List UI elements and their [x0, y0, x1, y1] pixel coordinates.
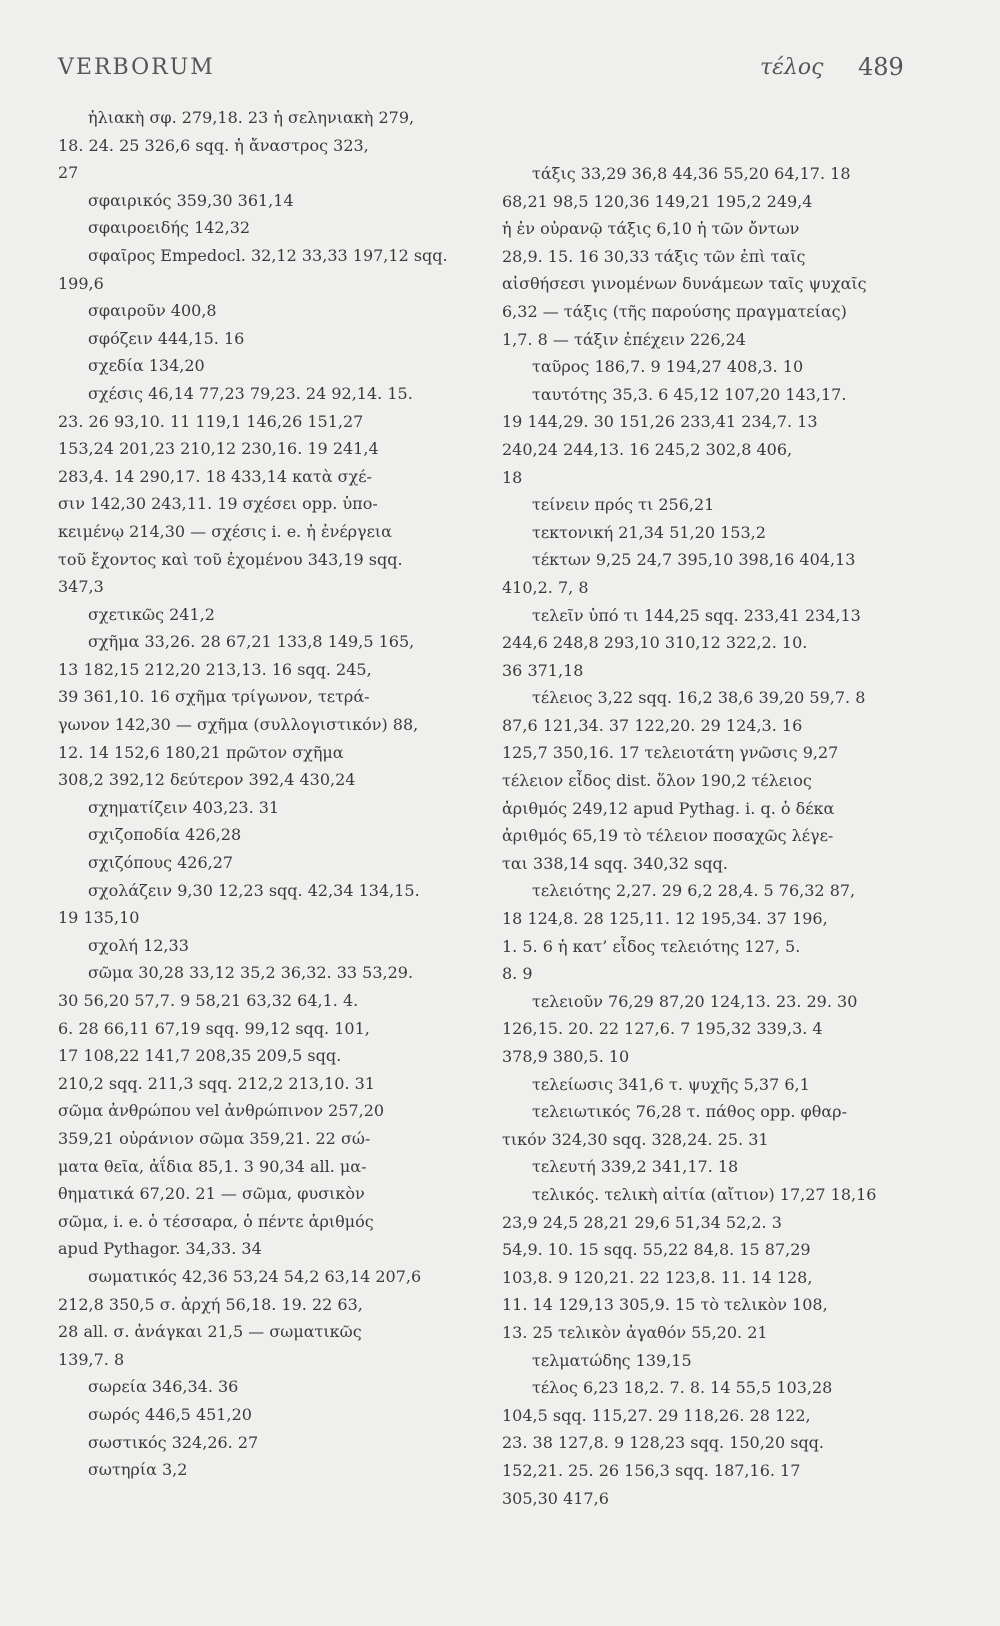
index-entry-line: 104,5 sqq. 115,27. 29 118,26. 28 122, [502, 1405, 811, 1425]
index-entry-line: 152,21. 25. 26 156,3 sqq. 187,16. 17 [502, 1460, 801, 1480]
index-entry-line: 8. 9 [502, 964, 533, 984]
index-entry-line: 28 all. σ. ἀνάγκαι 21,5 — σωματικῶς [58, 1322, 362, 1342]
index-entry-line: 18. 24. 25 326,6 sqq. ἡ ἄναστρος 323, [58, 135, 369, 155]
index-entry [58, 1373, 478, 1401]
index-entry-line: τελείωσις 341,6 τ. ψυχῆς 5,37 6,1 [532, 1074, 810, 1094]
index-entry-line: τελειωτικός 76,28 τ. πάθος opp. φθαρ- [532, 1102, 847, 1122]
index-entry-line: σῶμα ἀνθρώπου vel ἀνθρώπινον 257,20 [58, 1101, 385, 1121]
index-entry-line: 23. 26 93,10. 11 119,1 146,26 151,27 [58, 411, 364, 431]
index-entry [502, 160, 942, 353]
index-entry [58, 794, 478, 822]
running-header-left: VERBORUM [58, 55, 215, 80]
page-number: 489 [858, 53, 904, 81]
index-entry-line: σχηματίζειν 403,23. 31 [88, 797, 280, 817]
index-entry [58, 104, 478, 187]
index-entry-line: σχέσις 46,14 77,23 79,23. 24 92,14. 15. [88, 383, 413, 403]
index-entry [58, 932, 478, 960]
index-entry-line: σχετικῶς 241,2 [88, 604, 215, 624]
index-entry [58, 187, 478, 215]
index-entry-line: αἰσθήσεσι γινομένων δυνάμεων ταῖς ψυχαῖς [502, 274, 867, 294]
index-entry [502, 602, 942, 685]
index-entry [58, 877, 478, 932]
index-entry-line: 347,3 [58, 577, 104, 597]
index-entry-line: 30 56,20 57,7. 9 58,21 63,32 64,1. 4. [58, 991, 359, 1010]
index-entry [502, 1181, 942, 1347]
index-entry [58, 242, 478, 297]
index-entry [58, 325, 478, 353]
index-entry-line: σχιζοποδία 426,28 [88, 825, 242, 845]
index-entry-line: τελματώδης 139,15 [532, 1350, 692, 1370]
index-entry-line: 6. 28 66,11 67,19 sqq. 99,12 sqq. 101, [58, 1018, 370, 1038]
index-entry-line: 308,2 392,12 δεύτερον 392,4 430,24 [58, 770, 356, 790]
index-entry-line: 240,24 244,13. 16 245,2 302,8 406, [502, 439, 793, 459]
index-entry [58, 214, 478, 242]
index-entry-line: τέλειον εἶδος dist. ὅλον 190,2 τέλειος [502, 771, 812, 791]
index-entry-line: θηματικά 67,20. 21 — σῶμα, φυσικὸν [58, 1184, 365, 1204]
index-entry-line: ἀριθμός 249,12 apud Pythag. i. q. ὁ δέκα [502, 798, 835, 818]
index-entry [502, 988, 942, 1071]
index-entry-line: 68,21 98,5 120,36 149,21 195,2 249,4 [502, 191, 813, 211]
index-entry-line: 36 371,18 [502, 660, 584, 680]
index-entry-line: τείνειν πρός τι 256,21 [532, 495, 715, 515]
left-index-column [58, 104, 478, 1484]
index-entry-line: 12. 14 152,6 180,21 πρῶτον σχῆμα [58, 742, 344, 762]
index-entry-line: σφαιροῦν 400,8 [88, 301, 217, 321]
right-index-column [502, 160, 942, 1512]
index-entry-line: σφόζειν 444,15. 16 [88, 328, 245, 348]
index-entry-line: τέλος 6,23 18,2. 7. 8. 14 55,5 103,28 [532, 1378, 833, 1398]
index-entry-line: 13. 25 τελικὸν ἀγαθόν 55,20. 21 [502, 1322, 768, 1342]
index-entry [58, 1429, 478, 1457]
index-entry [58, 959, 478, 1263]
index-entry-line: τάξις 33,29 36,8 44,36 55,20 64,17. 18 [532, 164, 851, 183]
index-entry-line: 23,9 24,5 28,21 29,6 51,34 52,2. 3 [502, 1212, 782, 1232]
index-entry-line: 199,6 [58, 273, 104, 293]
index-entry-line: ταυτότης 35,3. 6 45,12 107,20 143,17. [532, 384, 847, 404]
index-entry-line: apud Pythagor. 34,33. 34 [58, 1239, 262, 1259]
index-entry [502, 519, 942, 547]
index-entry-line: τοῦ ἔχοντος καὶ τοῦ ἐχομένου 343,19 sqq. [58, 549, 403, 569]
index-entry-line: 39 361,10. 16 σχῆμα τρίγωνον, τετρά- [58, 687, 370, 707]
index-entry [58, 352, 478, 380]
index-entry-line: 54,9. 10. 15 sqq. 55,22 84,8. 15 87,29 [502, 1240, 811, 1260]
index-entry [502, 381, 942, 491]
index-entry [58, 380, 478, 601]
index-entry-line: 139,7. 8 [58, 1349, 125, 1369]
index-entry [502, 1071, 942, 1099]
index-entry [58, 821, 478, 849]
running-header-word: τέλος [760, 55, 824, 80]
index-entry-line: 19 135,10 [58, 908, 140, 928]
index-entry-line: 210,2 sqq. 211,3 sqq. 212,2 213,10. 31 [58, 1073, 375, 1093]
index-entry-line: ταῦρος 186,7. 9 194,27 408,3. 10 [532, 357, 804, 377]
index-entry-line: τελειότης 2,27. 29 6,2 28,4. 5 76,32 87, [532, 881, 856, 901]
index-entry [58, 849, 478, 877]
index-entry-line: 212,8 350,5 σ. ἀρχή 56,18. 19. 22 63, [58, 1294, 363, 1314]
index-entry [502, 877, 942, 987]
index-entry-line: τελικός. τελικὴ αἰτία (αἴτιον) 17,27 18,16 [532, 1184, 877, 1204]
index-entry-line: 28,9. 15. 16 30,33 τάξις τῶν ἐπὶ ταῖς [502, 246, 806, 266]
index-entry-line: σχολή 12,33 [88, 935, 189, 955]
index-entry-line: ἡ ἐν οὐρανῷ τάξις 6,10 ἡ τῶν ὄντων [502, 219, 800, 239]
index-entry-line: 126,15. 20. 22 127,6. 7 195,32 339,3. 4 [502, 1019, 823, 1039]
index-entry-line: σχιζόπους 426,27 [88, 853, 234, 873]
index-entry-line: σῶμα 30,28 33,12 35,2 36,32. 33 53,29. [88, 963, 414, 983]
index-entry [502, 1153, 942, 1181]
index-entry-line: κειμένῳ 214,30 — σχέσις i. e. ἡ ἐνέργεια [58, 521, 392, 541]
index-entry-line: 244,6 248,8 293,10 310,12 322,2. 10. [502, 633, 808, 653]
index-entry [502, 353, 942, 381]
index-entry [502, 1098, 942, 1153]
index-entry [502, 491, 942, 519]
index-entry-line: ἀριθμός 65,19 τὸ τέλειον ποσαχῶς λέγε- [502, 826, 834, 846]
index-entry-line: 125,7 350,16. 17 τελειοτάτη γνῶσις 9,27 [502, 743, 839, 763]
index-entry-line: σῶμα, i. e. ὁ τέσσαρα, ὁ πέντε ἀριθμός [58, 1211, 374, 1231]
index-entry-line: ἡλιακὴ σφ. 279,18. 23 ἡ σεληνιακὴ 279, [88, 108, 415, 127]
index-entry-line: 18 124,8. 28 125,11. 12 195,34. 37 196, [502, 909, 828, 929]
index-entry-line: τελειοῦν 76,29 87,20 124,13. 23. 29. 30 [532, 991, 858, 1011]
index-entry-line: σφαιροειδής 142,32 [88, 218, 251, 238]
index-entry-line: σωρός 446,5 451,20 [88, 1404, 252, 1424]
index-entry [58, 297, 478, 325]
index-entry-line: 87,6 121,34. 37 122,20. 29 124,3. 16 [502, 715, 803, 735]
index-entry [58, 1263, 478, 1373]
index-entry-line: 6,32 — τάξις (τῆς παρούσης πραγματείας) [502, 301, 847, 321]
index-entry-line: 378,9 380,5. 10 [502, 1047, 630, 1066]
index-entry-line: 103,8. 9 120,21. 22 123,8. 11. 14 128, [502, 1267, 813, 1287]
index-entry [502, 684, 942, 877]
index-entry [502, 1374, 942, 1512]
index-entry-line: 13 182,15 212,20 213,13. 16 sqq. 245, [58, 659, 372, 679]
index-entry-line: γωνον 142,30 — σχῆμα (συλλογιστικόν) 88, [58, 715, 419, 735]
index-entry-line: σωματικός 42,36 53,24 54,2 63,14 207,6 [88, 1266, 422, 1286]
index-entry-line: σωστικός 324,26. 27 [88, 1432, 259, 1452]
index-entry-line: 305,30 417,6 [502, 1488, 609, 1508]
index-entry-line: σχῆμα 33,26. 28 67,21 133,8 149,5 165, [88, 632, 415, 652]
index-entry-line: 153,24 201,23 210,12 230,16. 19 241,4 [58, 439, 379, 459]
index-entry-line: τέκτων 9,25 24,7 395,10 398,16 404,13 [532, 550, 856, 570]
index-entry-line: τέλειος 3,22 sqq. 16,2 38,6 39,20 59,7. 8 [532, 688, 866, 708]
index-entry [58, 1401, 478, 1429]
index-entry-line: τελεῖν ὑπό τι 144,25 sqq. 233,41 234,13 [532, 605, 861, 625]
index-entry-line: τεκτονική 21,34 51,20 153,2 [532, 522, 766, 542]
index-entry-line: σχολάζειν 9,30 12,23 sqq. 42,34 134,15. [88, 880, 420, 900]
index-entry-line: 19 144,29. 30 151,26 233,41 234,7. 13 [502, 412, 818, 432]
index-entry-line: σωρεία 346,34. 36 [88, 1377, 239, 1397]
index-entry-line: σωτηρία 3,2 [88, 1460, 188, 1480]
index-entry-line: 23. 38 127,8. 9 128,23 sqq. 150,20 sqq. [502, 1433, 825, 1453]
index-entry-line: σχεδία 134,20 [88, 356, 205, 376]
index-entry-line: τικόν 324,30 sqq. 328,24. 25. 31 [502, 1129, 769, 1149]
index-entry [58, 1456, 478, 1484]
index-entry [502, 1347, 942, 1375]
index-entry-line: 1,7. 8 — τάξιν ἐπέχειν 226,24 [502, 329, 746, 349]
index-entry-line: 410,2. 7, 8 [502, 577, 589, 597]
index-entry-line: ται 338,14 sqq. 340,32 sqq. [502, 853, 728, 873]
index-entry-line: τελευτή 339,2 341,17. 18 [532, 1157, 739, 1177]
index-entry-line: 11. 14 129,13 305,9. 15 τὸ τελικὸν 108, [502, 1295, 828, 1315]
index-entry-line: 1. 5. 6 ἡ κατ’ εἶδος τελειότης 127, 5. [502, 936, 801, 956]
index-entry [502, 546, 942, 601]
index-entry-line: 27 [58, 163, 79, 183]
index-entry-line: σφαῖρος Empedocl. 32,12 33,33 197,12 sqq. [88, 245, 448, 265]
index-entry-line: 283,4. 14 290,17. 18 433,14 κατὰ σχέ- [58, 466, 372, 486]
index-entry [58, 628, 478, 794]
index-entry-line: ματα θεῖα, ἀΐδια 85,1. 3 90,34 all. μα- [58, 1156, 367, 1176]
index-entry [58, 601, 478, 629]
index-entry-line: 18 [502, 467, 523, 487]
index-entry-line: 17 108,22 141,7 208,35 209,5 sqq. [58, 1046, 342, 1066]
index-entry-line: σιν 142,30 243,11. 19 σχέσει opp. ὑπο- [58, 494, 378, 514]
index-entry-line: 359,21 οὐράνιον σῶμα 359,21. 22 σώ- [58, 1128, 371, 1148]
index-entry-line: σφαιρικός 359,30 361,14 [88, 190, 294, 210]
